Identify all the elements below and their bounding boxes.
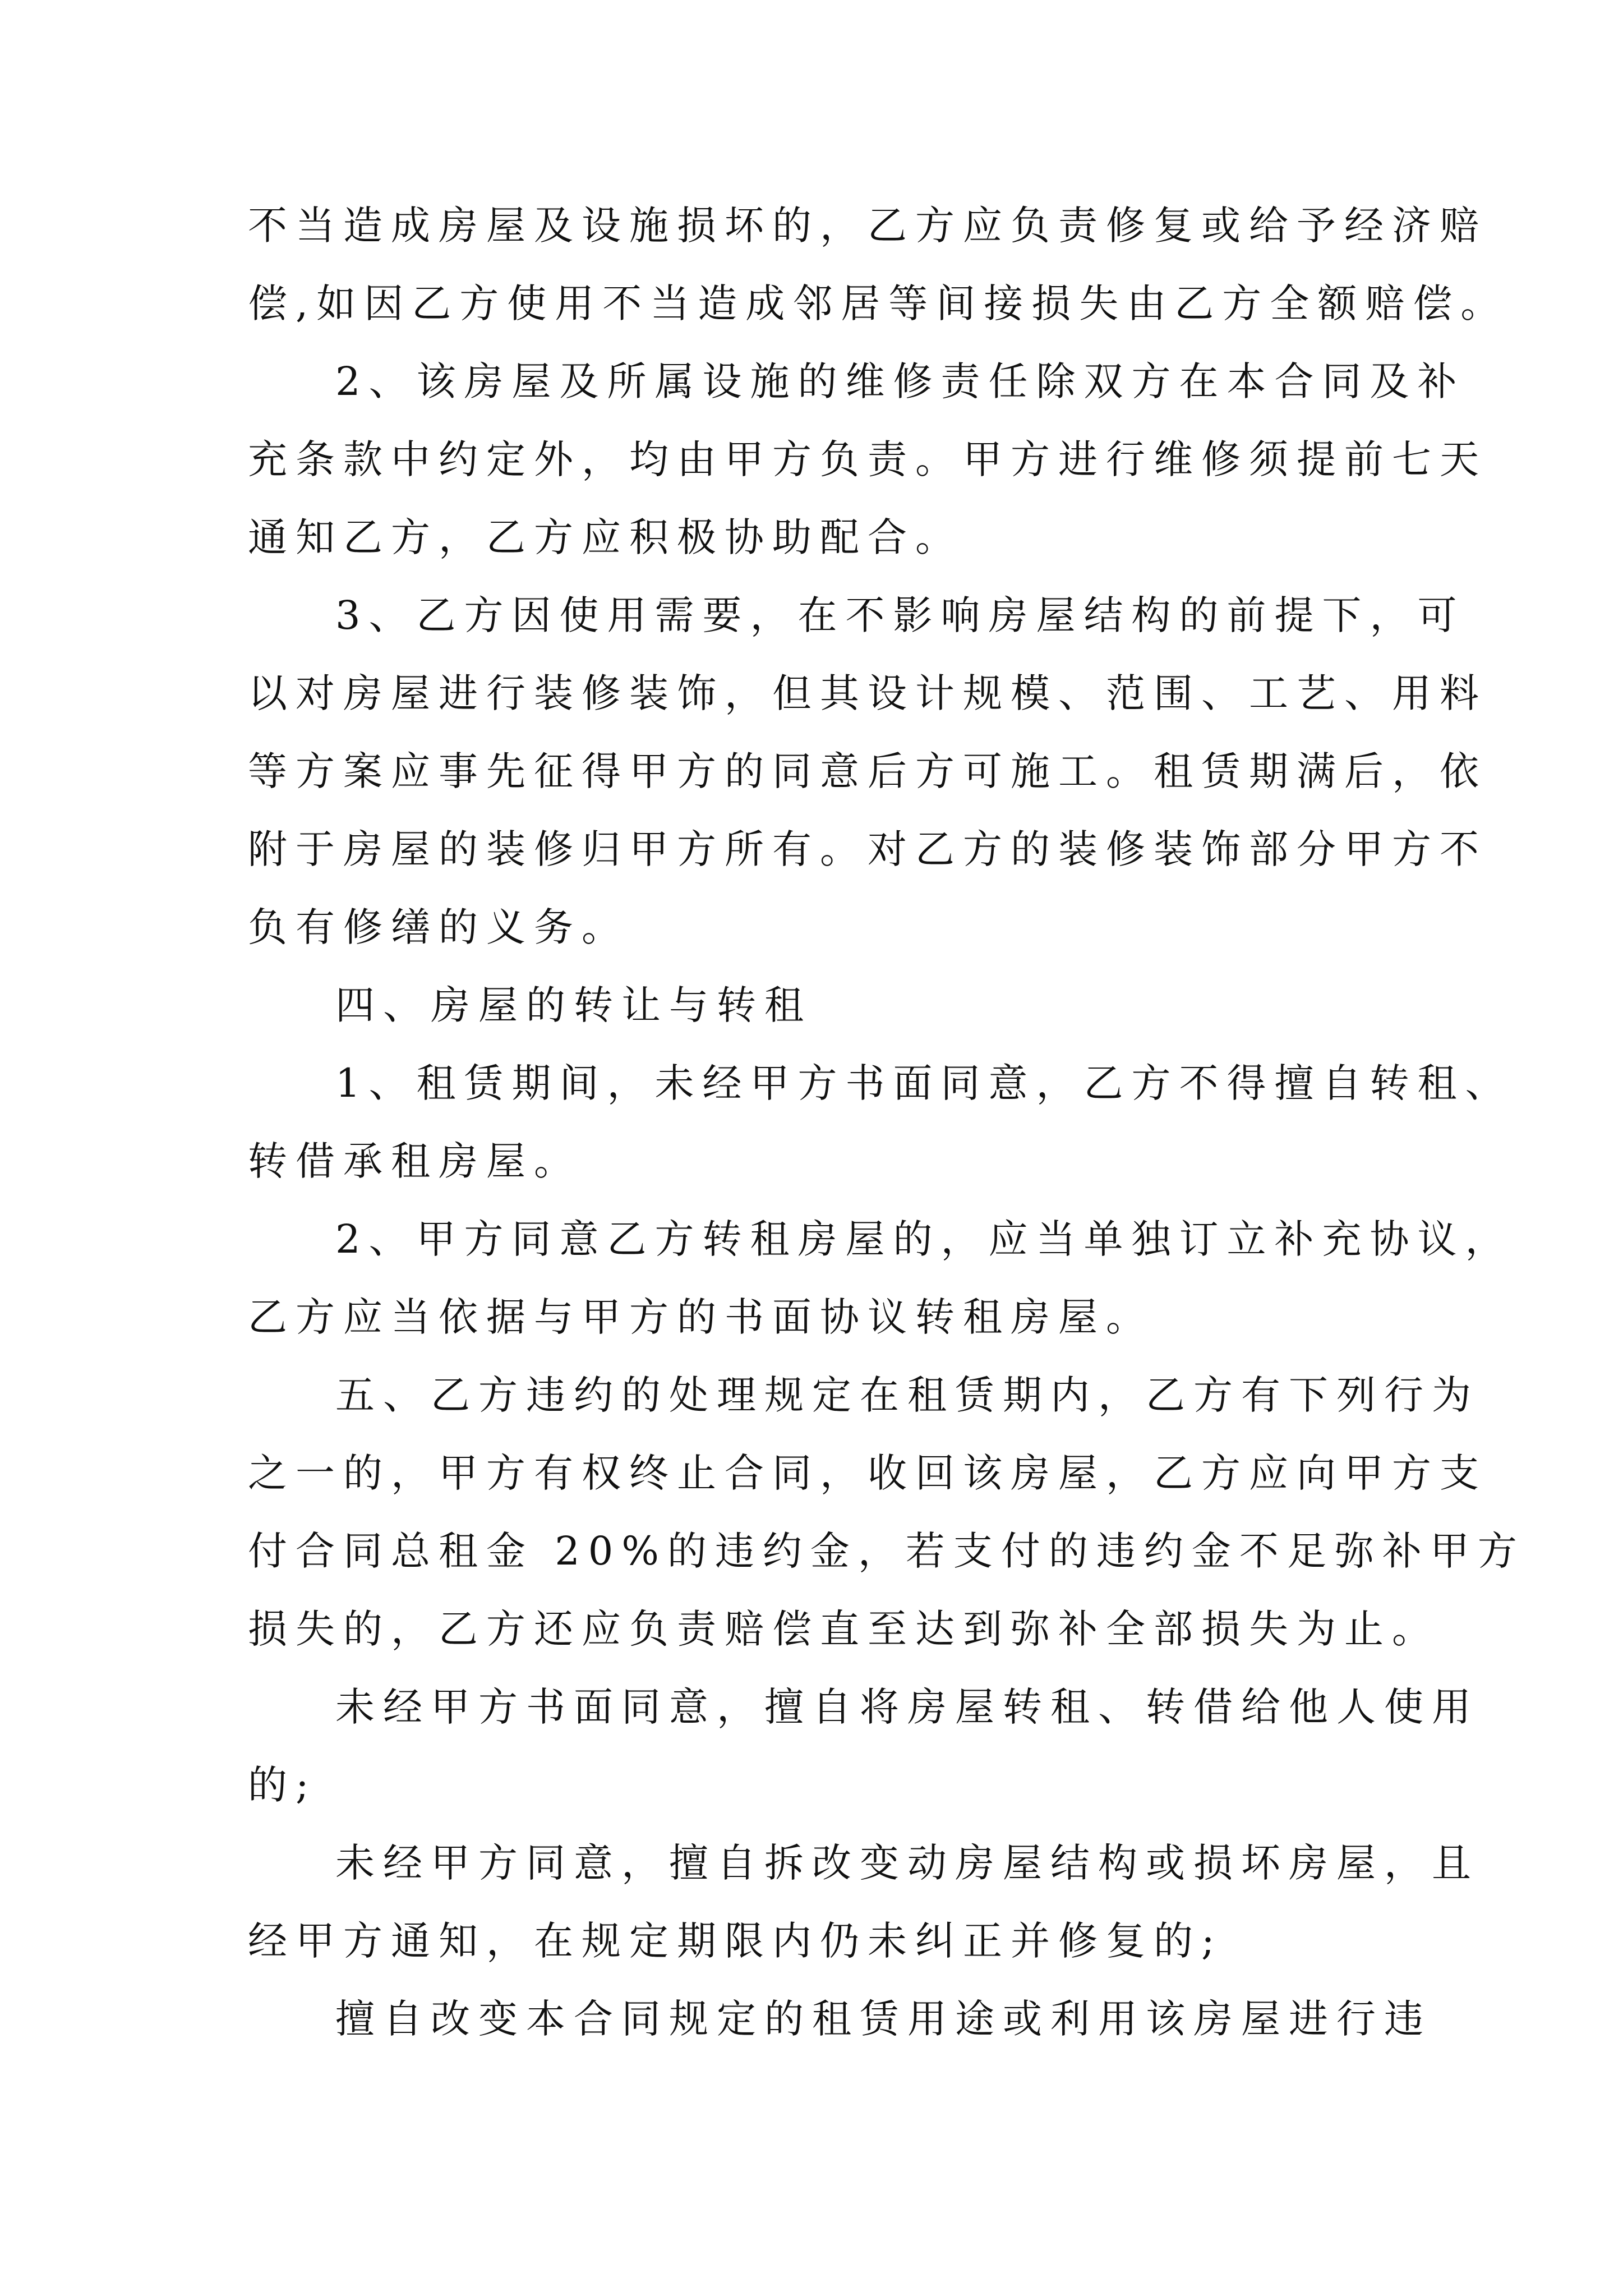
text-line: 擅自改变本合同规定的租赁用途或利用该房屋进行违: [335, 1996, 1432, 2042]
text-line: 转借承租房屋。: [248, 1138, 582, 1184]
text-line: 不当造成房屋及设施损坏的，乙方应负责修复或给予经济赔: [248, 203, 1487, 249]
text-line: 付合同总租金 20%的违约金，若支付的违约金不足弥补甲方: [248, 1528, 1525, 1574]
text-line: 未经甲方同意，擅自拆改变动房屋结构或损坏房屋，且: [335, 1840, 1479, 1886]
text-line: 1、租赁期间，未经甲方书面同意，乙方不得擅自转租、: [335, 1060, 1513, 1106]
section-heading: 四、房屋的转让与转租: [335, 982, 812, 1028]
text-line: 3、乙方因使用需要，在不影响房屋结构的前提下，可: [335, 592, 1465, 638]
text-line: 2、该房屋及所属设施的维修责任除双方在本合同及补: [335, 358, 1465, 404]
text-line: 的;: [248, 1762, 317, 1808]
text-line: 损失的，乙方还应负责赔偿直至达到弥补全部损失为止。: [248, 1606, 1440, 1652]
text-line: 充条款中约定外，均由甲方负责。甲方进行维修须提前七天: [248, 436, 1487, 482]
text-line: 偿,如因乙方使用不当造成邻居等间接损失由乙方全额赔偿。: [248, 280, 1509, 326]
text-line: 等方案应事先征得甲方的同意后方可施工。租赁期满后，依: [248, 748, 1487, 794]
text-line: 附于房屋的装修归甲方所有。对乙方的装修装饰部分甲方不: [248, 826, 1487, 872]
section-heading: 五、乙方违约的处理规定在租赁期内，乙方有下列行为: [335, 1372, 1479, 1418]
document-body: [248, 202, 1525, 2073]
text-line: 乙方应当依据与甲方的书面协议转租房屋。: [248, 1294, 1154, 1340]
text-line: 经甲方通知，在规定期限内仍未纠正并修复的;: [248, 1918, 1223, 1964]
text-line: 通知乙方，乙方应积极协助配合。: [248, 514, 963, 560]
text-line: 2、甲方同意乙方转租房屋的，应当单独订立补充协议，: [335, 1216, 1513, 1262]
text-line: 以对房屋进行装修装饰，但其设计规模、范围、工艺、用料: [248, 670, 1487, 716]
text-line: 负有修缮的义务。: [248, 904, 629, 950]
text-line: 未经甲方书面同意，擅自将房屋转租、转借给他人使用: [335, 1684, 1479, 1730]
text-line: 之一的，甲方有权终止合同，收回该房屋，乙方应向甲方支: [248, 1450, 1487, 1496]
